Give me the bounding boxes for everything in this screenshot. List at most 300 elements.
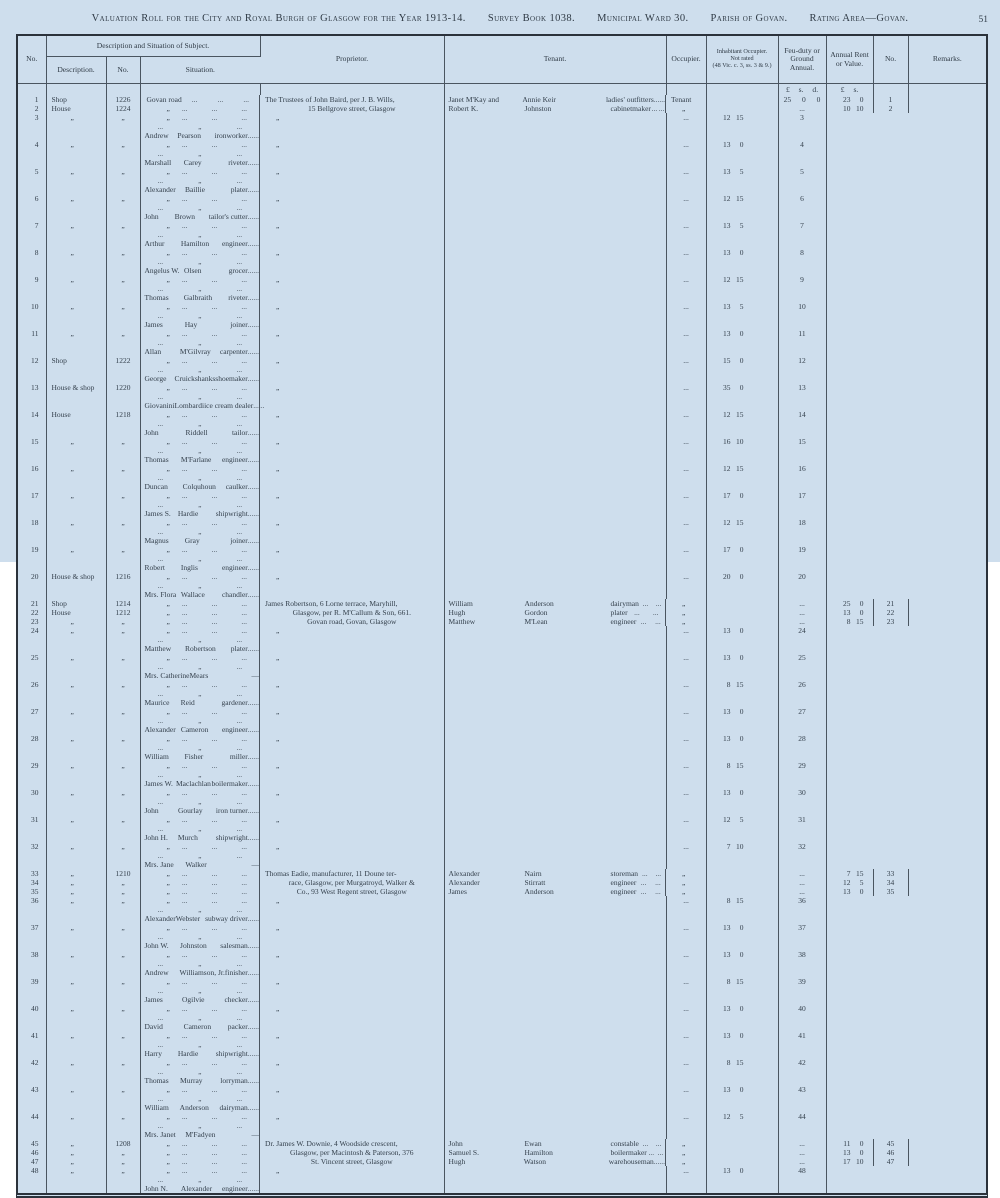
cell-annual-rent: 7 15 [826, 869, 873, 878]
cell-row-no-repeat: 21 [873, 599, 908, 608]
cell-tenant: John W. Johnston salesman ... ... [141, 941, 261, 950]
cell-situation: „ ... ... ... [141, 923, 261, 932]
cell-annual-rent: 12 15 [706, 113, 778, 140]
table-row [18, 1112, 986, 1139]
cell-row-no-repeat: 41 [778, 1031, 826, 1058]
cell-inhabitant-occupier [444, 518, 666, 545]
cell-feu-duty: ... [666, 491, 706, 518]
table-row [18, 608, 986, 617]
cell-inhabitant-occupier [444, 140, 666, 167]
cell-feu-duty: ... [666, 275, 706, 302]
cell-inhabitant-occupier [444, 1166, 666, 1193]
cell-annual-rent: 17 10 [826, 1157, 873, 1166]
cell-situation: „ ... ... ... [141, 815, 261, 824]
cell-situation: „ ... ... ... [141, 248, 261, 257]
cell-occupier: „ [666, 887, 706, 896]
cell-row-no: 14 [18, 410, 46, 437]
cell-description: „ [46, 815, 106, 842]
cell-description: „ [46, 1148, 106, 1157]
cell-situation: „ ... ... ... [141, 113, 261, 122]
cell-row-no: 26 [18, 680, 46, 707]
cell-remarks [826, 167, 873, 194]
cell-row-no: 24 [18, 626, 46, 653]
cell-occupier: „ [260, 113, 444, 140]
cell-description: „ [46, 1157, 106, 1166]
cell-inhabitant-occupier [444, 221, 666, 248]
cell-description: „ [46, 653, 106, 680]
cell-tenant: Andrew Pearson ironworker ... ... [141, 131, 261, 140]
cell-description: Shop [46, 356, 106, 383]
cell-situation: „ ... ... ... [141, 977, 261, 986]
cell-remarks [826, 788, 873, 815]
cell-occupier: „ [260, 1031, 444, 1058]
cell-inhabitant-occupier [444, 761, 666, 788]
cell-feu-duty: ... [666, 464, 706, 491]
cell-proprietor: Thomas Eadie, manufacturer, 11 Doune ter- [260, 869, 444, 878]
roll-title: Valuation Roll for the City and Royal Burgh of Glasgow for the Year 1913-14. [91, 13, 466, 24]
cell-row-no-repeat: 26 [778, 680, 826, 707]
cell-annual-rent: 13 5 [706, 167, 778, 194]
cell-description: „ [46, 248, 106, 275]
cell-annual-rent: 13 0 [706, 1031, 778, 1058]
cell-situation: „ ... ... ... [141, 842, 261, 851]
table-row [18, 140, 986, 167]
table-row [18, 464, 986, 491]
cell-situation: „ ... ... ... [141, 617, 261, 626]
cell-proprietor: ... „ ... [141, 797, 261, 806]
cell-proprietor: ... „ ... [141, 149, 261, 158]
cell-house-no: „ [106, 950, 140, 977]
cell-feu-duty: ... [666, 545, 706, 572]
cell-house-no: 1214 [106, 599, 140, 608]
cell-house-no: „ [106, 1031, 140, 1058]
cell-remarks [826, 545, 873, 572]
cell-inhabitant-occupier [444, 437, 666, 464]
cell-tenant: Andrew Williamson, Jr. finisher ... ... [141, 968, 261, 977]
cell-feu-duty: ... [666, 842, 706, 869]
valuation-table-sheet [16, 34, 988, 1198]
cell-proprietor: ... „ ... [141, 554, 261, 563]
cell-annual-rent: 8 15 [706, 761, 778, 788]
cell-description: House & shop [46, 572, 106, 599]
cell-description: „ [46, 617, 106, 626]
cell-row-no: 2 [18, 104, 46, 113]
col-header-situation: Situation. [140, 57, 260, 84]
cell-annual-rent: 13 0 [706, 923, 778, 950]
cell-situation: „ ... ... ... [141, 1112, 261, 1121]
cell-situation: Govan road ... ... ... [141, 95, 261, 104]
cell-row-no-repeat: 27 [778, 707, 826, 734]
cell-inhabitant-occupier [444, 842, 666, 869]
cell-inhabitant-occupier [706, 1139, 778, 1148]
cell-row-no-repeat: 33 [873, 869, 908, 878]
cell-house-no: „ [106, 680, 140, 707]
cell-situation: „ ... ... ... [141, 1004, 261, 1013]
cell-inhabitant-occupier [444, 950, 666, 977]
cell-situation: „ ... ... ... [141, 383, 261, 392]
cell-row-no: 30 [18, 788, 46, 815]
cell-remarks [826, 653, 873, 680]
cell-inhabitant-occupier [444, 788, 666, 815]
cell-house-no: „ [106, 329, 140, 356]
cell-proprietor: ... „ ... [141, 851, 261, 860]
table-row [18, 842, 986, 869]
cell-row-no: 37 [18, 923, 46, 950]
cell-tenant: Arthur Hamilton engineer ... ... [141, 239, 261, 248]
cell-proprietor: Dr. James W. Downie, 4 Woodside crescent, [260, 1139, 444, 1148]
cell-row-no: 15 [18, 437, 46, 464]
cell-house-no: 1210 [106, 869, 140, 878]
cell-house-no: „ [106, 437, 140, 464]
cell-inhabitant-occupier [444, 491, 666, 518]
table-row [18, 680, 986, 707]
cell-remarks [826, 707, 873, 734]
cell-row-no-repeat: 4 [778, 140, 826, 167]
cell-occupier: „ [260, 1166, 444, 1193]
cell-occupier: „ [260, 491, 444, 518]
cell-feu-duty: ... [666, 248, 706, 275]
col-header-occupier: Occupier. [666, 36, 706, 84]
cell-description: „ [46, 1058, 106, 1085]
cell-row-no-repeat: 44 [778, 1112, 826, 1139]
cell-situation: „ ... ... ... [141, 950, 261, 959]
units-row [18, 84, 986, 96]
table-row [18, 545, 986, 572]
table-row [18, 410, 986, 437]
table-row [18, 761, 986, 788]
cell-remarks [908, 104, 986, 113]
table-row [18, 1031, 986, 1058]
col-header-tenant: Tenant. [444, 36, 666, 84]
cell-situation: „ ... ... ... [141, 707, 261, 716]
cell-row-no-repeat: 48 [778, 1166, 826, 1193]
cell-row-no-repeat: 16 [778, 464, 826, 491]
cell-row-no-repeat: 43 [778, 1085, 826, 1112]
cell-feu-duty: ... [666, 167, 706, 194]
cell-situation: „ ... ... ... [141, 1058, 261, 1067]
table-row [18, 734, 986, 761]
cell-row-no-repeat: 38 [778, 950, 826, 977]
cell-row-no-repeat: 39 [778, 977, 826, 1004]
cell-remarks [826, 923, 873, 950]
cell-situation: „ ... ... ... [141, 887, 261, 896]
cell-house-no: 1208 [106, 1139, 140, 1148]
cell-description: „ [46, 167, 106, 194]
cell-tenant: William Anderson dairyman ... ... [445, 599, 667, 608]
cell-occupier: „ [260, 572, 444, 599]
cell-row-no-repeat: 17 [778, 491, 826, 518]
cell-tenant: Allan M'Gilvray carpenter ... ... [141, 347, 261, 356]
cell-house-no: „ [106, 617, 140, 626]
cell-tenant: John Gourlay iron turner ... ... [141, 806, 261, 815]
cell-feu-duty: ... [666, 329, 706, 356]
cell-feu-duty: ... [666, 734, 706, 761]
cell-tenant: James Anderson engineer ... ... [445, 887, 667, 896]
cell-annual-rent: 13 0 [706, 1004, 778, 1031]
cell-tenant: Janet M'Kay and Annie Keir ladies' outfitters ... ... [445, 95, 667, 104]
cell-description: House & shop [46, 383, 106, 410]
cell-inhabitant-occupier [444, 707, 666, 734]
cell-feu-duty: ... [666, 383, 706, 410]
table-row [18, 221, 986, 248]
cell-description: „ [46, 545, 106, 572]
cell-feu-duty: ... [666, 626, 706, 653]
cell-remarks [826, 761, 873, 788]
cell-tenant: Matthew M'Lean engineer ... ... [445, 617, 667, 626]
table-row [18, 1085, 986, 1112]
cell-feu-duty: ... [666, 1085, 706, 1112]
cell-tenant: Mrs. Catherine Mears — [141, 671, 261, 680]
cell-house-no: „ [106, 815, 140, 842]
cell-occupier: „ [666, 1157, 706, 1166]
cell-feu-duty: ... [666, 977, 706, 1004]
cell-remarks [826, 572, 873, 599]
cell-remarks [826, 1004, 873, 1031]
cell-feu-duty: ... [666, 680, 706, 707]
cell-house-no: „ [106, 518, 140, 545]
cell-remarks [826, 518, 873, 545]
cell-row-no-repeat: 20 [778, 572, 826, 599]
page-number: 51 [978, 15, 988, 25]
rating-area-label: Rating Area—Govan. [809, 13, 909, 24]
cell-description: „ [46, 977, 106, 1004]
table-row [18, 977, 986, 1004]
cell-row-no-repeat: 10 [778, 302, 826, 329]
cell-situation: „ ... ... ... [141, 221, 261, 230]
cell-description: „ [46, 842, 106, 869]
cell-annual-rent: 23 0 [826, 95, 873, 104]
cell-house-no: „ [106, 761, 140, 788]
cell-feu-duty: ... [778, 878, 826, 887]
cell-remarks [826, 248, 873, 275]
cell-proprietor: Glasgow, per R. M'Callum & Son, 661. [260, 608, 444, 617]
cell-feu-duty: ... [666, 437, 706, 464]
cell-row-no-repeat: 3 [778, 113, 826, 140]
cell-description: „ [46, 518, 106, 545]
cell-inhabitant-occupier [706, 104, 778, 113]
cell-occupier: „ [260, 1058, 444, 1085]
cell-proprietor: ... „ ... [141, 1040, 261, 1049]
cell-situation: „ ... ... ... [141, 410, 261, 419]
cell-annual-rent: 13 5 [706, 221, 778, 248]
cell-row-no: 42 [18, 1058, 46, 1085]
cell-occupier: „ [260, 302, 444, 329]
cell-proprietor: The Trustees of John Baird, per J. B. Wills, [260, 95, 444, 104]
cell-house-no: „ [106, 1148, 140, 1157]
cell-annual-rent: 17 0 [706, 491, 778, 518]
cell-feu-duty: ... [666, 194, 706, 221]
cell-description: „ [46, 437, 106, 464]
cell-row-no: 27 [18, 707, 46, 734]
cell-occupier: „ [260, 437, 444, 464]
cell-description: „ [46, 869, 106, 878]
cell-situation: „ ... ... ... [141, 275, 261, 284]
cell-annual-rent: 13 0 [706, 1085, 778, 1112]
cell-feu-duty: ... [666, 518, 706, 545]
cell-inhabitant-occupier [444, 1004, 666, 1031]
col-header-house-no: No. [106, 57, 140, 84]
cell-inhabitant-occupier [444, 680, 666, 707]
cell-remarks [826, 383, 873, 410]
table-row [18, 707, 986, 734]
table-row [18, 1148, 986, 1157]
cell-proprietor: ... „ ... [141, 365, 261, 374]
cell-situation: „ ... ... ... [141, 653, 261, 662]
cell-remarks [826, 1112, 873, 1139]
cell-occupier: „ [260, 383, 444, 410]
municipal-ward-label: Municipal Ward 30. [597, 13, 689, 24]
table-row [18, 1139, 986, 1148]
cell-proprietor: ... „ ... [141, 284, 261, 293]
cell-annual-rent: 8 15 [706, 977, 778, 1004]
cell-row-no: 33 [18, 869, 46, 878]
cell-occupier: „ [260, 761, 444, 788]
table-header [18, 36, 986, 84]
cell-proprietor: ... „ ... [141, 311, 261, 320]
cell-house-no: „ [106, 788, 140, 815]
cell-inhabitant-occupier [706, 617, 778, 626]
cell-annual-rent: 11 0 [826, 1139, 873, 1148]
cell-row-no-repeat: 15 [778, 437, 826, 464]
cell-proprietor: ... „ ... [141, 257, 261, 266]
cell-remarks [826, 977, 873, 1004]
cell-remarks [908, 1139, 986, 1148]
cell-row-no-repeat: 35 [873, 887, 908, 896]
cell-house-no: „ [106, 491, 140, 518]
cell-occupier: „ [260, 977, 444, 1004]
cell-house-no: „ [106, 248, 140, 275]
cell-tenant: Maurice Reid gardener ... ... [141, 698, 261, 707]
cell-annual-rent: 12 15 [706, 518, 778, 545]
cell-house-no: „ [106, 302, 140, 329]
cell-annual-rent: 13 0 [706, 140, 778, 167]
cell-inhabitant-occupier [444, 1031, 666, 1058]
cell-inhabitant-occupier [444, 977, 666, 1004]
cell-feu-duty: ... [666, 302, 706, 329]
table-row [18, 302, 986, 329]
cell-remarks [908, 95, 986, 104]
cell-occupier: „ [260, 275, 444, 302]
table-body [18, 84, 986, 1194]
cell-row-no: 45 [18, 1139, 46, 1148]
table-row [18, 113, 986, 140]
cell-remarks [826, 680, 873, 707]
cell-situation: „ ... ... ... [141, 104, 261, 113]
cell-proprietor: ... „ ... [141, 419, 261, 428]
cell-remarks [826, 1085, 873, 1112]
table-row [18, 653, 986, 680]
cell-feu-duty: ... [666, 1031, 706, 1058]
cell-proprietor: ... „ ... [141, 1013, 261, 1022]
cell-tenant: James W. Maclachlan boilermaker ... ... [141, 779, 261, 788]
cell-remarks [908, 1148, 986, 1157]
cell-inhabitant-occupier [444, 653, 666, 680]
cell-description: „ [46, 761, 106, 788]
cell-occupier: „ [260, 140, 444, 167]
cell-annual-rent: 13 5 [706, 302, 778, 329]
cell-proprietor: ... „ ... [141, 176, 261, 185]
table-row [18, 167, 986, 194]
cell-remarks [826, 464, 873, 491]
table-row [18, 104, 986, 113]
cell-house-no: „ [106, 1004, 140, 1031]
cell-feu-duty: ... [666, 221, 706, 248]
cell-feu-duty: ... [666, 653, 706, 680]
cell-row-no-repeat: 1 [873, 95, 908, 104]
cell-feu-duty: ... [666, 788, 706, 815]
cell-row-no: 18 [18, 518, 46, 545]
cell-inhabitant-occupier [444, 356, 666, 383]
cell-row-no-repeat: 8 [778, 248, 826, 275]
cell-inhabitant-occupier [706, 608, 778, 617]
cell-description: „ [46, 878, 106, 887]
cell-proprietor: ... „ ... [141, 392, 261, 401]
cell-proprietor: ... „ ... [141, 446, 261, 455]
cell-inhabitant-occupier [444, 275, 666, 302]
cell-inhabitant-occupier [444, 302, 666, 329]
cell-annual-rent: 13 0 [706, 788, 778, 815]
table-row [18, 1166, 986, 1193]
cell-proprietor: ... „ ... [141, 230, 261, 239]
cell-occupier: „ [260, 464, 444, 491]
cell-inhabitant-occupier [444, 113, 666, 140]
cell-house-no: „ [106, 275, 140, 302]
cell-row-no-repeat: 28 [778, 734, 826, 761]
table-row [18, 275, 986, 302]
col-header-description-situation-group: Description and Situation of Subject. [46, 36, 260, 57]
valuation-table [18, 36, 986, 1193]
cell-annual-rent: 17 0 [706, 545, 778, 572]
table-row [18, 788, 986, 815]
cell-inhabitant-occupier [706, 599, 778, 608]
page-header [30, 13, 970, 27]
cell-row-no-repeat: 23 [873, 617, 908, 626]
cell-row-no-repeat: 47 [873, 1157, 908, 1166]
cell-house-no: 1218 [106, 410, 140, 437]
cell-feu-duty: ... [666, 896, 706, 923]
cell-row-no: 6 [18, 194, 46, 221]
cell-tenant: David Cameron packer ... ... [141, 1022, 261, 1031]
cell-tenant: Hugh Watson warehouseman ... ... [445, 1157, 667, 1166]
table-row [18, 1004, 986, 1031]
table-row [18, 950, 986, 977]
cell-row-no-repeat: 24 [778, 626, 826, 653]
cell-occupier: „ [260, 707, 444, 734]
cell-tenant: Samuel S. Hamilton boilermaker ... ... [445, 1148, 667, 1157]
cell-annual-rent: 13 0 [706, 248, 778, 275]
cell-row-no: 4 [18, 140, 46, 167]
cell-annual-rent: 13 0 [706, 707, 778, 734]
cell-remarks [908, 887, 986, 896]
cell-tenant: John Ewan constable ... ... [445, 1139, 667, 1148]
table-row [18, 896, 986, 923]
cell-feu-duty: ... [666, 761, 706, 788]
cell-house-no: „ [106, 887, 140, 896]
cell-proprietor: ... „ ... [141, 932, 261, 941]
cell-annual-rent: 20 0 [706, 572, 778, 599]
cell-remarks [826, 626, 873, 653]
cell-feu-duty: ... [778, 608, 826, 617]
cell-annual-rent: 13 0 [706, 1166, 778, 1193]
cell-house-no: 1222 [106, 356, 140, 383]
cell-feu-duty: ... [778, 599, 826, 608]
cell-house-no: „ [106, 167, 140, 194]
cell-house-no: „ [106, 878, 140, 887]
cell-occupier: „ [260, 194, 444, 221]
cell-situation: „ ... ... ... [141, 1148, 261, 1157]
cell-row-no: 39 [18, 977, 46, 1004]
cell-row-no: 47 [18, 1157, 46, 1166]
